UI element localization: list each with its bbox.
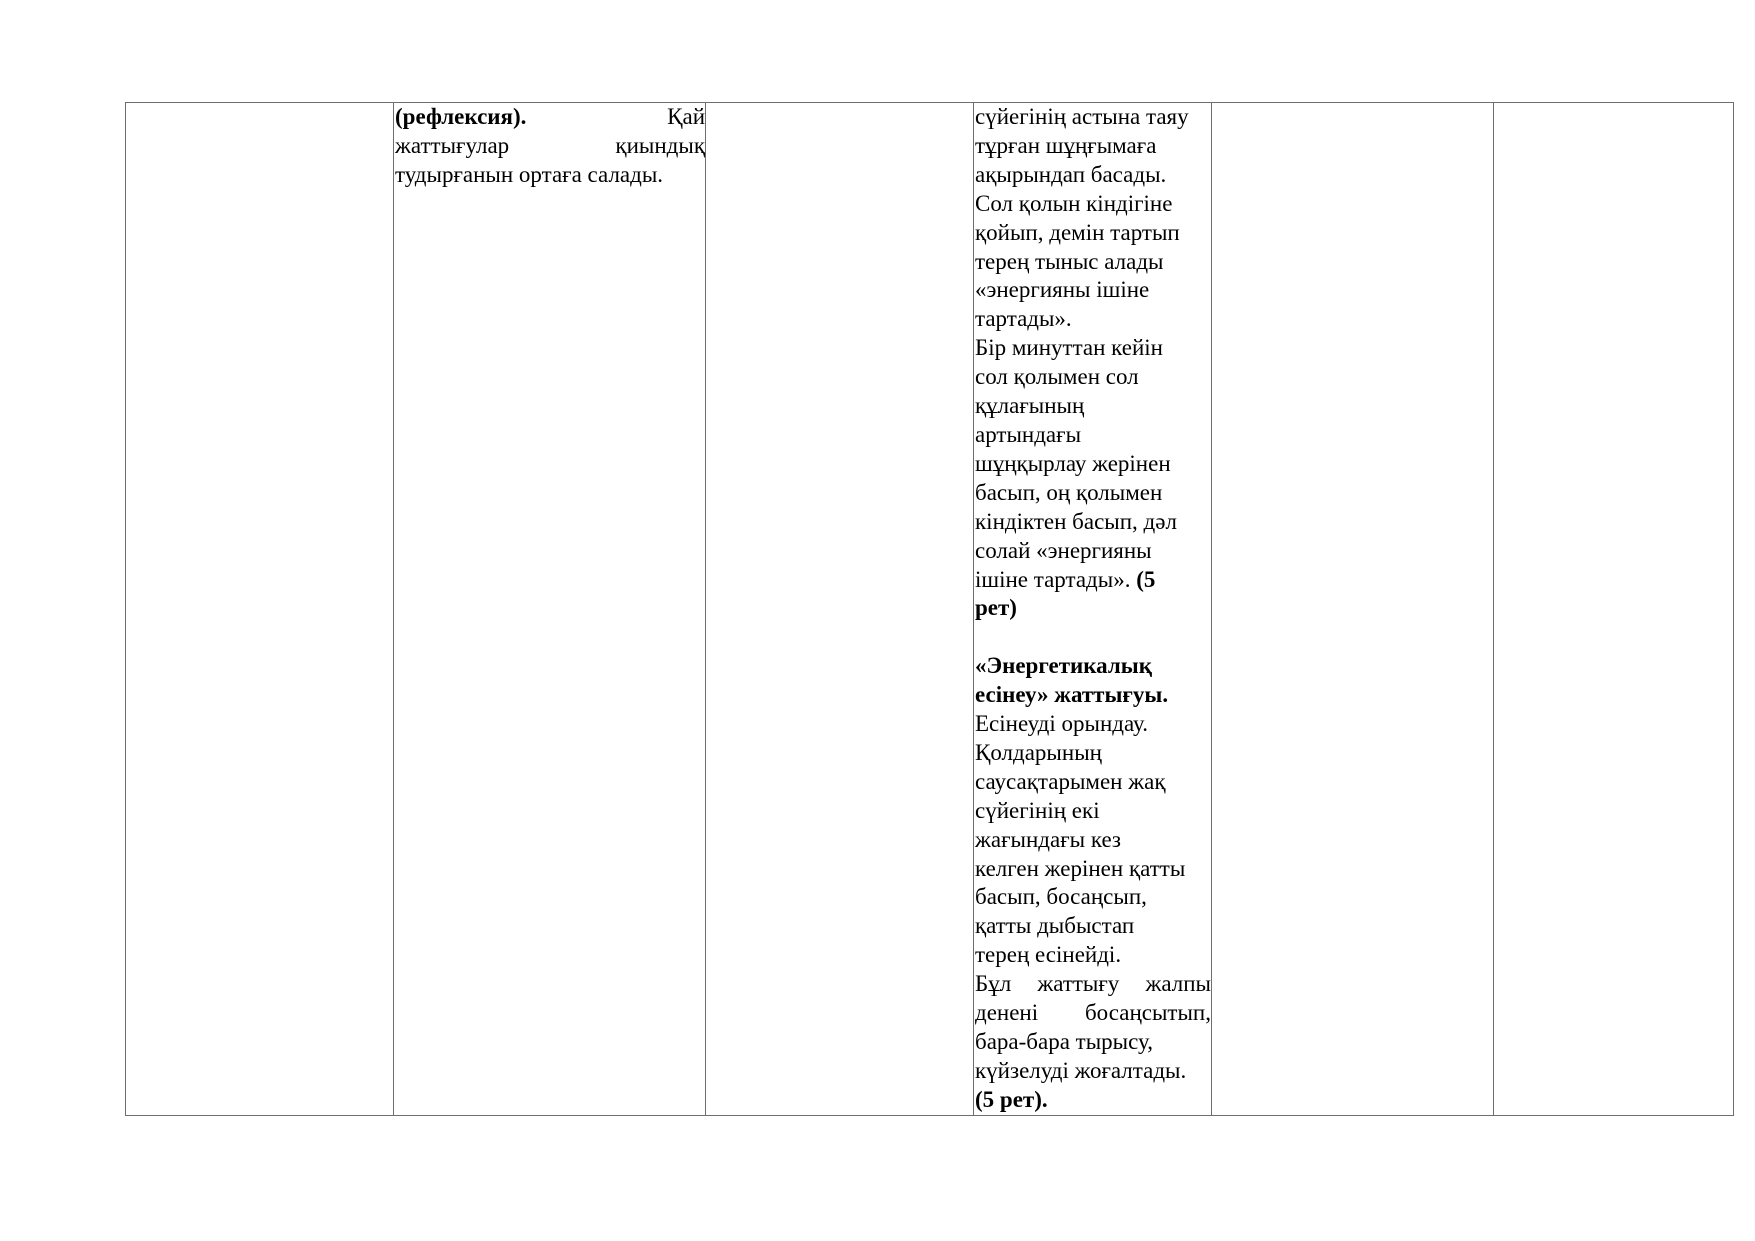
exercise-line: сүйегінің астына таяу (975, 104, 1189, 129)
exercise-line-repeat (975, 566, 1211, 595)
exercise-line: Қолдарының (975, 739, 1102, 765)
reflection-word: Қай (667, 104, 705, 129)
cell-column-2 (394, 103, 706, 1116)
lesson-plan-table (125, 102, 1734, 1116)
table-row (126, 103, 1734, 1116)
repeat-count-tail: рет) (975, 595, 1017, 621)
exercise-line: құлағының (975, 393, 1085, 419)
exercise-line: терең есінейді. (975, 942, 1122, 968)
exercise-line: саусақтарымен жақ (975, 768, 1166, 794)
reflection-line-1 (395, 103, 705, 132)
reflection-heading: (рефлексия). (395, 104, 527, 129)
repeat-count-final: (5 рет). (975, 1086, 1048, 1112)
exercise-word: денені (975, 1000, 1039, 1026)
exercise-line: күйзелуді жоғалтады. (975, 1057, 1187, 1083)
exercise-text (974, 103, 1211, 1115)
exercise-word: Бұл (975, 971, 1012, 997)
exercise-text-fragment: ішіне тартады». (975, 566, 1131, 592)
paragraph-spacer (975, 623, 1211, 652)
exercise-line: терең тыныс алады (975, 248, 1164, 274)
exercise-line: келген жерінен қатты (975, 855, 1186, 881)
exercise-line: қатты дыбыстап (975, 913, 1135, 939)
exercise-heading-line-1: «Энергетикалық (975, 653, 1152, 679)
reflection-word: жаттығулар (395, 132, 510, 158)
exercise-justified-line (975, 970, 1211, 999)
exercise-line: басып, оң қолымен (975, 479, 1163, 505)
reflection-line-3: тудырғанын ортаға салады. (395, 161, 664, 187)
exercise-line: солай «энергияны (975, 537, 1152, 563)
exercise-word: жаттығу (1037, 971, 1120, 997)
reflection-line-2 (395, 132, 705, 161)
exercise-line: Сол қолын кіндігіне (975, 190, 1173, 216)
exercise-line: шұңқырлау жерінен (975, 450, 1171, 476)
exercise-line: бара-бара тырысу, (975, 1028, 1153, 1054)
cell-column-5 (1212, 103, 1494, 1116)
reflection-word: қиындық (615, 132, 705, 158)
cell-column-4 (974, 103, 1212, 1116)
exercise-word: босаңсытып, (1084, 1000, 1211, 1026)
exercise-line: ақырындап басады. (975, 161, 1167, 187)
cell-column-3 (706, 103, 974, 1116)
exercise-line: сүйегінің екі (975, 797, 1100, 823)
exercise-line: тартады». (975, 306, 1072, 332)
exercise-word: жалпы (1145, 971, 1211, 997)
exercise-line: артындағы (975, 421, 1082, 447)
exercise-line: Бір минуттан кейін (975, 335, 1163, 361)
reflection-text (394, 103, 705, 190)
repeat-count: (5 (1136, 566, 1156, 592)
exercise-line: «энергияны ішіне (975, 277, 1150, 303)
exercise-line: тұрған шұңғымаға (975, 132, 1157, 158)
exercise-line: кіндіктен басып, дәл (975, 508, 1177, 534)
exercise-line: сол қолымен сол (975, 364, 1139, 390)
exercise-line: қойып, демін тартып (975, 219, 1180, 245)
cell-column-6 (1494, 103, 1734, 1116)
exercise-justified-line (975, 999, 1211, 1028)
exercise-heading-line-2: есінеу» жаттығуы. (975, 682, 1169, 708)
cell-column-1 (126, 103, 394, 1116)
exercise-line: жағындағы кез (975, 826, 1122, 852)
exercise-line: басып, босаңсып, (975, 884, 1147, 910)
exercise-line: Есінеуді орындау. (975, 711, 1148, 737)
